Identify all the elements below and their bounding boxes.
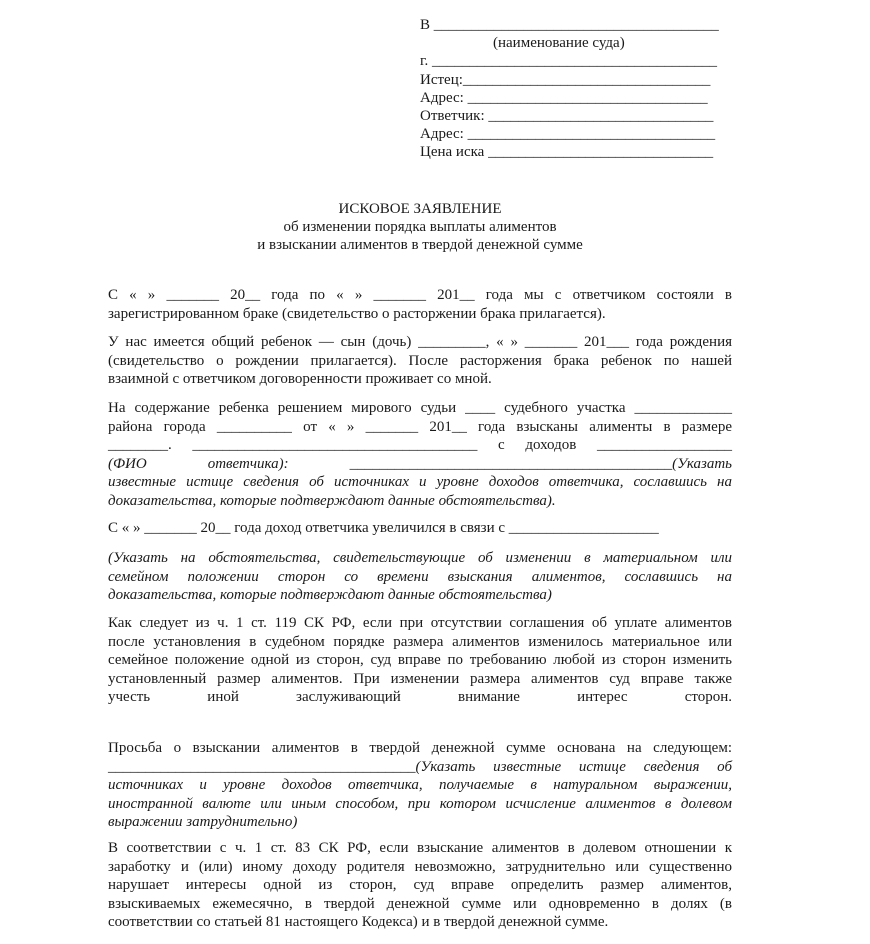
document-title: ИСКОВОЕ ЗАЯВЛЕНИЕ [338, 201, 502, 217]
paragraph [108, 549, 732, 605]
paragraph-line: доказательства, которые подтверждают данные обстоятельства). [108, 492, 556, 509]
paragraph-line: иностранной валюте или иным способом, при котором исчисление алиментов в долевом [108, 795, 732, 812]
paragraph [108, 839, 732, 932]
paragraph-line: доказательства, которые подтверждают данные обстоятельства) [108, 587, 552, 604]
header-field-line: Адрес: _________________________________ [420, 126, 716, 143]
paragraph-line: учесть иной заслуживающий внимание интерес сторон. [108, 689, 732, 706]
paragraph-line: взыскиваемых ежемесячно, в твердой денежной сумме или одновременно в долях (в [108, 895, 732, 912]
paragraph-line: после установления в судебном порядке размера алиментов изменилось материальное или [108, 633, 732, 650]
paragraph-line: известные истице сведения об источниках и уровне доходов ответчика, сославшись на [108, 474, 732, 491]
paragraph [108, 614, 732, 707]
header-field-line: г. ______________________________________ [420, 53, 717, 70]
paragraph-line: заработку и (или) иному доходу родителя невозможно, затруднительно или существенно [108, 858, 732, 875]
court-header [420, 16, 720, 162]
paragraph-line: На содержание ребенка решением мирового судьи ____ судебного участка _____________ [108, 400, 732, 416]
paragraph [108, 286, 732, 323]
header-field-line: Адрес: ________________________________ [420, 89, 708, 106]
paragraph-line: У нас имеется общий ребенок — сын (дочь) _________, « » _______ 201___ года рождения [108, 334, 732, 350]
header-field-line: Ответчик: ______________________________ [420, 107, 714, 124]
paragraph [108, 399, 732, 511]
header-field-line: Истец:_________________________________ [420, 71, 711, 88]
document-subtitle-1: об изменении порядка выплаты алиментов [283, 219, 557, 235]
paragraph-line: _________________________________________(Указать известные истице сведения об [108, 758, 732, 775]
paragraph-line: (свидетельство о рождении прилагается). После расторжения брака ребенок по нашей [108, 352, 732, 369]
paragraph-line: (ФИО ответчика): ___________________________________________(Указать [108, 455, 732, 472]
paragraph [108, 519, 732, 538]
court-name-caption: (наименование суда) [493, 35, 625, 52]
paragraph-line: С « » _______ 20__ года по « » _______ 201__ года мы с ответчиком состояли в [108, 287, 732, 303]
paragraph [108, 333, 732, 389]
paragraph-line: взаимной с ответчиком договоренности проживает со мной. [108, 371, 492, 388]
paragraph-line: (Указать на обстоятельства, свидетельствующие об изменении в материальном или [108, 550, 732, 566]
paragraph-line: Как следует из ч. 1 ст. 119 СК РФ, если при отсутствии соглашения об уплате алиментов [108, 615, 732, 631]
paragraph [108, 739, 732, 832]
paragraph-line: района города __________ от « » _______ 201__ года взысканы алименты в размере [108, 418, 732, 435]
paragraph-line: зарегистрированном браке (свидетельство о расторжении брака прилагается). [108, 305, 606, 322]
paragraph-line: Просьба о взыскании алиментов в твердой денежной сумме основана на следующем: [108, 740, 732, 756]
paragraph-line: соответствии со статьей 81 настоящего Кодекса) и в твердой денежной сумме. [108, 914, 609, 931]
paragraph-line: установленный размер алиментов. При изменении размера алиментов суд вправе также [108, 670, 732, 687]
paragraph-line: нарушает интересы одной из сторон, суд вправе определить размер алиментов, [108, 877, 732, 894]
header-field-line: В ______________________________________ [420, 17, 719, 33]
paragraph-line: семейном положении сторон со времени взыскания алиментов, сославшись на [108, 568, 732, 585]
header-field-line: Цена иска ______________________________ [420, 144, 714, 161]
paragraph-line: ________. ______________________________________ с доходов __________________ [108, 437, 732, 454]
paragraph-line: семейное положение одной из сторон, суд вправе по требованию любой из сторон изменить [108, 652, 732, 669]
document-subtitle-2: и взыскании алиментов в твердой денежной сумме [257, 237, 583, 253]
paragraph-line: В соответствии с ч. 1 ст. 83 СК РФ, если взыскание алиментов в долевом отношении к [108, 840, 732, 856]
paragraph-line: выражении затруднительно) [108, 814, 298, 831]
paragraph-line: С « » _______ 20__ года доход ответчика увеличился в связи с ____________________ [108, 520, 659, 536]
paragraph-line: источниках и уровне доходов ответчика, получаемые в натуральном выражении, [108, 777, 732, 794]
